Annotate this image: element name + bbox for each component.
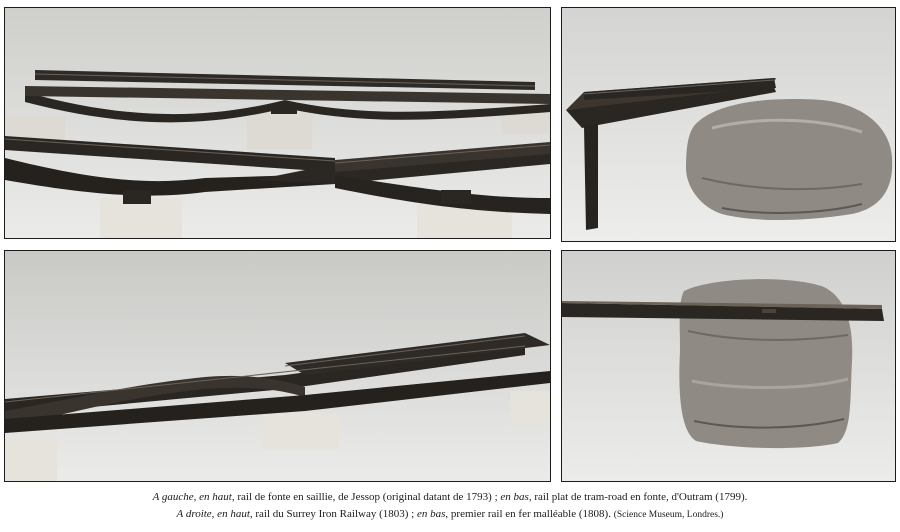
caption-line1-italic-b: en bas	[500, 491, 529, 503]
caption-line-2	[0, 506, 900, 524]
jessop-rail-image	[5, 8, 550, 238]
photo-outram-tram-plate	[561, 7, 896, 242]
caption-line2-italic-a: A droite, en haut	[176, 508, 250, 520]
caption-line2-text-a: , rail du Surrey Iron Railway (1803) ;	[249, 508, 417, 520]
photo-first-wrought-iron-rail	[561, 250, 896, 482]
wrought-rail-image	[562, 251, 895, 481]
caption-line2-text-b: , premier rail en fer malléable (1808).	[445, 508, 611, 520]
caption-line1-text-a: , rail de fonte en saillie, de Jessop (original datant de 1793) ;	[231, 491, 501, 503]
outram-plate-image	[562, 8, 895, 241]
surrey-rail-image	[5, 251, 550, 481]
caption-line-1	[0, 489, 900, 506]
photo-jessop-edge-rail	[4, 7, 551, 239]
caption-credit: (Science Museum, Londres.)	[613, 510, 724, 520]
caption-line1-text-b: , rail plat de tram-road en fonte, d'Outram (1799).	[528, 491, 748, 503]
caption-line2-italic-b: en bas	[416, 508, 446, 520]
figure-caption	[0, 489, 900, 524]
photo-surrey-iron-railway-rail	[4, 250, 551, 482]
caption-line1-italic-a: A gauche, en haut	[152, 491, 232, 503]
